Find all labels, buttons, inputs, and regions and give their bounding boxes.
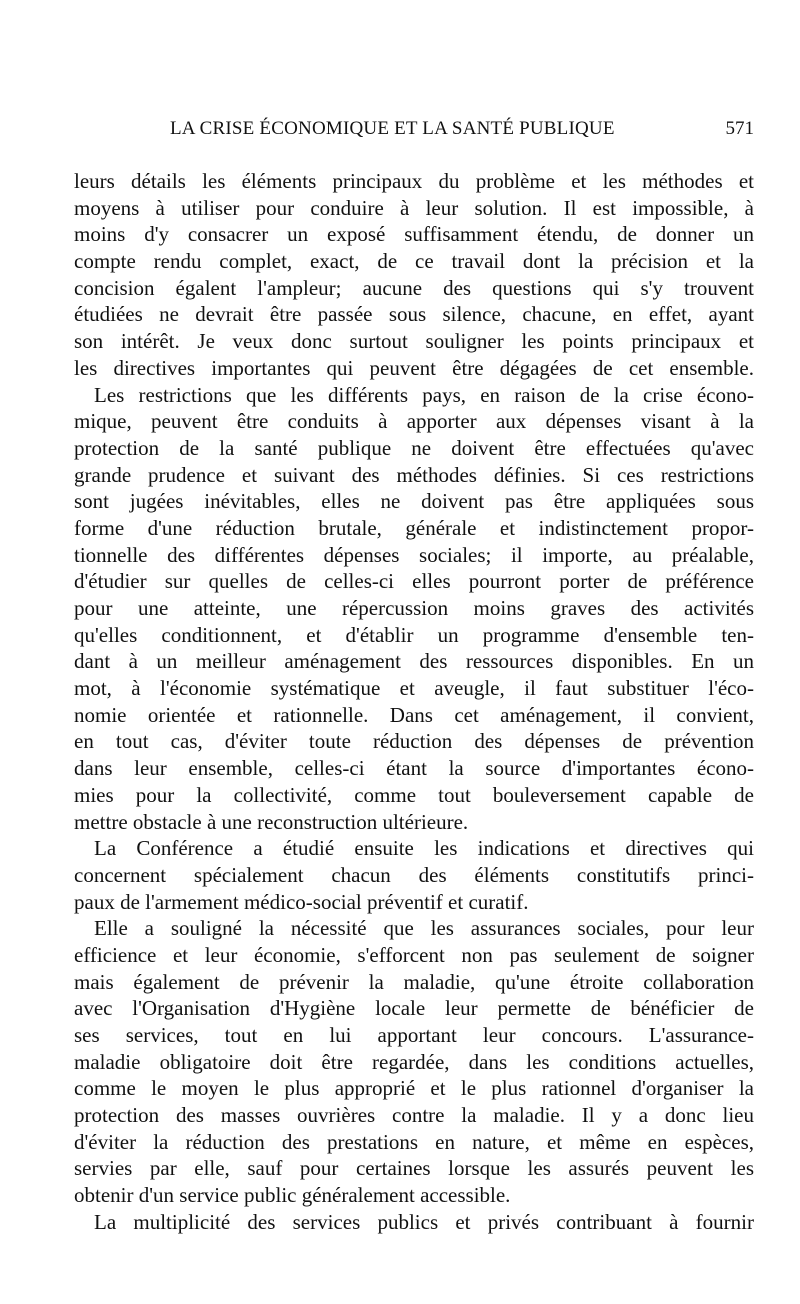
text-line: protection de la santé publique ne doivent être effectuées qu'avec <box>74 435 754 460</box>
text-line: leurs détails les éléments principaux du problème et les méthodes et <box>74 169 754 193</box>
text-line: dans leur ensemble, celles-ci étant la source d'importantes écono- <box>74 756 754 781</box>
running-title: LA CRISE ÉCONOMIQUE ET LA SANTÉ PUBLIQUE <box>170 118 615 139</box>
text-line: dant à un meilleur aménagement des ressources disponibles. En un <box>74 649 754 674</box>
text-line: paux de l'armement médico-social préventif et curatif. <box>74 889 529 914</box>
text-line: servies par elle, sauf pour certaines lorsque les assurés peuvent les <box>74 1156 754 1181</box>
text-line: mique, peuvent être conduits à apporter aux dépenses visant à la <box>74 409 754 434</box>
text-line: Les restrictions que les différents pays, en raison de la crise écono- <box>94 382 754 407</box>
text-line: moyens à utiliser pour conduire à leur solution. Il est impossible, à <box>74 195 754 220</box>
page-number: 571 <box>725 118 754 139</box>
text-line: son intérêt. Je veux donc surtout souligner les points principaux et <box>74 329 754 354</box>
running-head <box>74 118 754 148</box>
text-line: pour une atteinte, une répercussion moins graves des activités <box>74 596 754 620</box>
text-line: compte rendu complet, exact, de ce travail dont la précision et la <box>74 249 754 274</box>
text-line: comme le moyen le plus approprié et le plus rationnel d'organiser la <box>74 1076 754 1101</box>
text-line: protection des masses ouvrières contre la maladie. Il y a donc lieu <box>74 1103 754 1128</box>
paragraph <box>74 915 754 1209</box>
text-line: La multiplicité des services publics et privés contribuant à fournir <box>94 1209 754 1234</box>
text-line: nomie orientée et rationnelle. Dans cet aménagement, il convient, <box>74 702 754 727</box>
paragraph <box>74 835 754 915</box>
text-line: mais également de prévenir la maladie, qu'une étroite collaboration <box>74 969 754 994</box>
text-line: maladie obligatoire doit être regardée, dans les conditions actuelles, <box>74 1049 754 1074</box>
text-line: mot, à l'économie systématique et aveugle, il faut substituer l'éco- <box>74 676 754 701</box>
text-line: ses services, tout en lui apportant leur concours. L'assurance- <box>74 1023 754 1047</box>
paragraph <box>74 168 754 382</box>
paragraph <box>74 382 754 836</box>
text-line: mettre obstacle à une reconstruction ultérieure. <box>74 809 469 834</box>
text-line: d'étudier sur quelles de celles-ci elles pourront porter de préférence <box>74 569 754 594</box>
text-line: efficience et leur économie, s'efforcent non pas seulement de soigner <box>74 942 754 967</box>
text-line: concision égalent l'ampleur; aucune des questions qui s'y trouvent <box>74 275 754 300</box>
text-line: étudiées ne devrait être passée sous silence, chacune, en effet, ayant <box>74 302 754 327</box>
text-line: en tout cas, d'éviter toute réduction des dépenses de prévention <box>74 729 754 754</box>
text-line: grande prudence et suivant des méthodes définies. Si ces restrictions <box>74 462 754 487</box>
text-line: d'éviter la réduction des prestations en nature, et même en espèces, <box>74 1129 754 1154</box>
text-line: tionnelle des différentes dépenses sociales; il importe, au préalable, <box>74 542 754 567</box>
text-line: Elle a souligné la nécessité que les assurances sociales, pour leur <box>94 916 754 941</box>
text-line: mies pour la collectivité, comme tout bouleversement capable de <box>74 782 754 807</box>
text-line: qu'elles conditionnent, et d'établir un programme d'ensemble ten- <box>74 622 754 647</box>
body-text <box>74 168 754 1236</box>
text-line: La Conférence a étudié ensuite les indications et directives qui <box>94 836 754 861</box>
text-line: avec l'Organisation d'Hygiène locale leur permette de bénéficier de <box>74 996 754 1021</box>
text-line: forme d'une réduction brutale, générale et indistinctement propor- <box>74 515 754 540</box>
paragraph <box>74 1209 754 1236</box>
text-line: obtenir d'un service public généralement accessible. <box>74 1183 511 1208</box>
text-line: les directives importantes qui peuvent être dégagées de cet ensemble. <box>74 355 754 380</box>
text-line: moins d'y consacrer un exposé suffisamment étendu, de donner un <box>74 222 754 247</box>
text-line: concernent spécialement chacun des éléments constitutifs princi- <box>74 862 754 887</box>
text-line: sont jugées inévitables, elles ne doivent pas être appliquées sous <box>74 489 754 514</box>
